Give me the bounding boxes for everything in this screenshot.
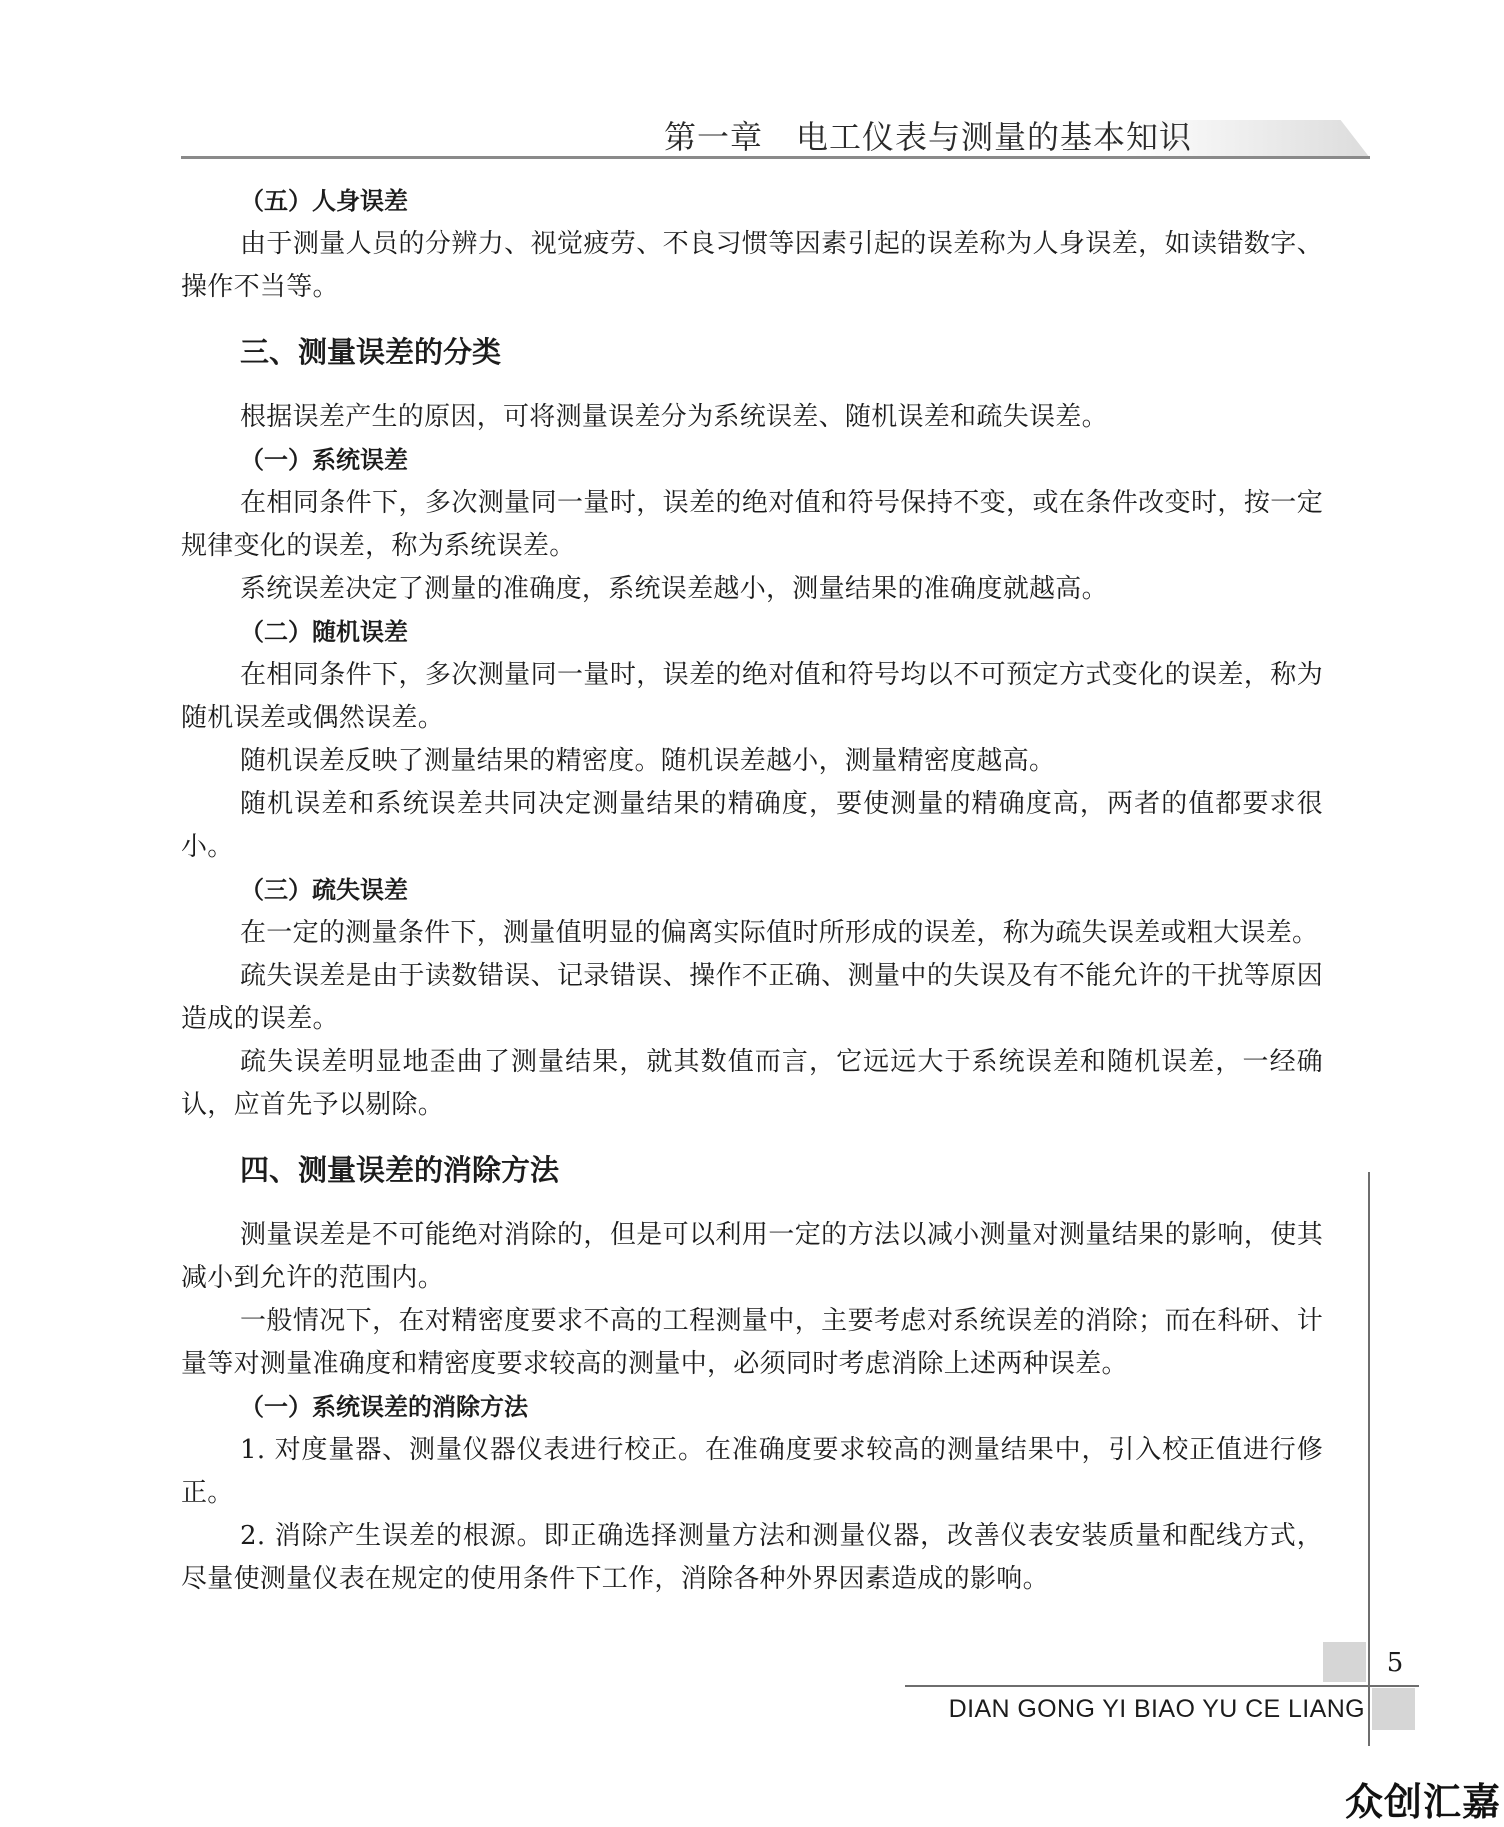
list-item: 1. 对度量器、测量仪器仪表进行校正。在准确度要求较高的测量结果中，引入校正值进行修正。 [181,1435,1323,1508]
chapter-header-title: 第一章 电工仪表与测量的基本知识 [664,118,1193,156]
page-number: 5 [1386,1648,1404,1678]
book-title-pinyin: DIAN GONG YI BIAO YU CE LIANG [948,1695,1365,1723]
section-heading-error-elimination: 四、测量误差的消除方法 [240,1153,560,1187]
footer-shade-box [1372,1688,1415,1730]
paragraph: 测量误差是不可能绝对消除的，但是可以利用一定的方法以减小测量对测量结果的影响，使其减小到允许的范围内。 [181,1220,1323,1293]
paragraph: 随机误差反映了测量结果的精密度。随机误差越小，测量精密度越高。 [240,746,1056,776]
list-item: 2. 消除产生误差的根源。即正确选择测量方法和测量仪器，改善仪表安装质量和配线方式，尽量使测量仪表在规定的使用条件下工作，消除各种外界因素造成的影响。 [181,1521,1323,1594]
subsection-heading-systematic-error-elimination: （一）系统误差的消除方法 [240,1393,528,1421]
paragraph: 疏失误差是由于读数错误、记录错误、操作不正确、测量中的失误及有不能允许的干扰等原因造成的误差。 [181,961,1323,1034]
subsection-heading-personal-error: （五）人身误差 [240,187,408,215]
paragraph: 在一定的测量条件下，测量值明显的偏离实际值时所形成的误差，称为疏失误差或粗大误差。 [240,918,1319,948]
paragraph: 由于测量人员的分辨力、视觉疲劳、不良习惯等因素引起的误差称为人身误差，如读错数字、操作不当等。 [181,229,1323,302]
margin-rule [1368,1172,1370,1746]
subsection-heading-random-error: （二）随机误差 [240,618,408,646]
paragraph: 疏失误差明显地歪曲了测量结果，就其数值而言，它远远大于系统误差和随机误差，一经确认，应首先予以剔除。 [181,1047,1323,1120]
page-body [181,180,1323,1601]
paragraph: 在相同条件下，多次测量同一量时，误差的绝对值和符号保持不变，或在条件改变时，按一定规律变化的误差，称为系统误差。 [181,488,1323,561]
subsection-heading-gross-error: （三）疏失误差 [240,876,408,904]
subsection-heading-systematic-error: （一）系统误差 [240,446,408,474]
paragraph: 根据误差产生的原因，可将测量误差分为系统误差、随机误差和疏失误差。 [240,402,1108,432]
footer-shade-box [1323,1642,1366,1682]
paragraph: 系统误差决定了测量的准确度，系统误差越小，测量结果的准确度就越高。 [240,574,1108,604]
paragraph: 一般情况下，在对精密度要求不高的工程测量中，主要考虑对系统误差的消除；而在科研、计量等对测量准确度和精密度要求较高的测量中，必须同时考虑消除上述两种误差。 [181,1306,1323,1379]
section-heading-error-classification: 三、测量误差的分类 [240,335,502,369]
header-rule [181,156,1370,159]
watermark-text: 众创汇嘉 [1345,1780,1502,1824]
paragraph: 随机误差和系统误差共同决定测量结果的精确度，要使测量的精确度高，两者的值都要求很小。 [181,789,1323,862]
paragraph: 在相同条件下，多次测量同一量时，误差的绝对值和符号均以不可预定方式变化的误差，称为随机误差或偶然误差。 [181,660,1323,733]
footer-rule [905,1685,1419,1687]
